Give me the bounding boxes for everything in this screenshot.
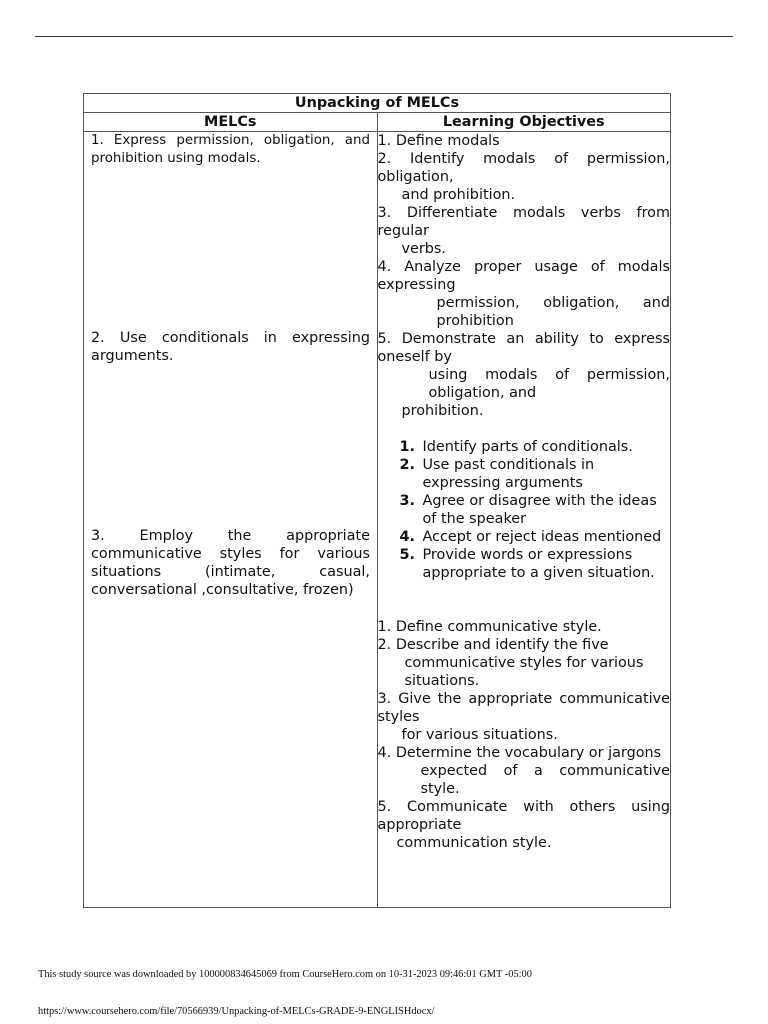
list-item: 1. Identify parts of conditionals.: [399, 439, 633, 455]
list-item: 4. Accept or reject ideas mentioned: [399, 529, 662, 545]
objective-line-cont: expected of a communicative style.: [420, 763, 670, 797]
header-melcs: MELCs: [84, 113, 378, 132]
header-learning-objectives: Learning Objectives: [377, 113, 671, 132]
objectives-column: [377, 132, 671, 908]
objective-line-cont: communication style.: [396, 835, 552, 851]
objective-line: 1. Define communicative style.: [377, 619, 602, 635]
objective-line: 4. Determine the vocabulary or jargons: [377, 745, 662, 761]
spacer: [378, 420, 671, 438]
melc-item-2: 2. Use conditionals in expressing arguments.: [91, 330, 370, 364]
objective-line: 1. Define modals: [377, 133, 500, 149]
spacer: [378, 582, 671, 600]
top-rule: [35, 36, 733, 37]
objective-line: 3. Give the appropriate communicative styles: [377, 691, 670, 725]
melcs-table: [83, 93, 671, 908]
download-note: This study source was downloaded by 100000834645069 from CourseHero.com on 10-31-2023 09:46:01 GMT -05:00: [38, 969, 532, 980]
list-item: 2. Use past conditionals in expressing arguments: [399, 457, 595, 491]
list-item: 3. Agree or disagree with the ideas of the speaker: [399, 493, 657, 527]
objective-line-cont: for various situations.: [401, 727, 558, 743]
objective-line: 5. Communicate with others using appropriate: [377, 799, 670, 833]
objective-line: 2. Identify modals of permission, obligation,: [377, 151, 671, 185]
objective-line: 3. Differentiate modals verbs from regular: [377, 205, 671, 239]
objective-line-cont: and prohibition.: [401, 187, 516, 203]
melc-item-3: 3. Employ the appropriate communicative styles for various situations (intimate, casual, conversational ,consultative, frozen): [91, 528, 370, 598]
objective-group-communicative-styles: [378, 618, 671, 852]
objective-line-cont: using modals of permission, obligation, and: [428, 367, 670, 401]
objective-line: 5. Demonstrate an ability to express oneself by: [377, 331, 670, 365]
spacer: [378, 600, 671, 618]
objective-line-cont: prohibition.: [401, 403, 484, 419]
objective-line-cont: permission, obligation, and prohibition: [436, 295, 670, 329]
objective-group-conditionals: [378, 438, 671, 582]
objective-line-cont: verbs.: [401, 241, 446, 257]
list-item: 5. Provide words or expressions appropriate to a given situation.: [399, 547, 655, 581]
melc-item-1: 1. Express permission, obligation, and prohibition using modals.: [91, 133, 370, 166]
objective-line: 4. Analyze proper usage of modals expressing: [377, 259, 671, 293]
objective-line-cont: communicative styles for various situations.: [404, 655, 644, 689]
source-url[interactable]: https://www.coursehero.com/file/70566939/Unpacking-of-MELCs-GRADE-9-ENGLISHdocx/: [38, 1006, 435, 1017]
objective-group-modals: [378, 132, 671, 420]
table-title: Unpacking of MELCs: [84, 94, 671, 113]
melcs-column: [84, 132, 378, 908]
objective-line: 2. Describe and identify the five: [377, 637, 609, 653]
